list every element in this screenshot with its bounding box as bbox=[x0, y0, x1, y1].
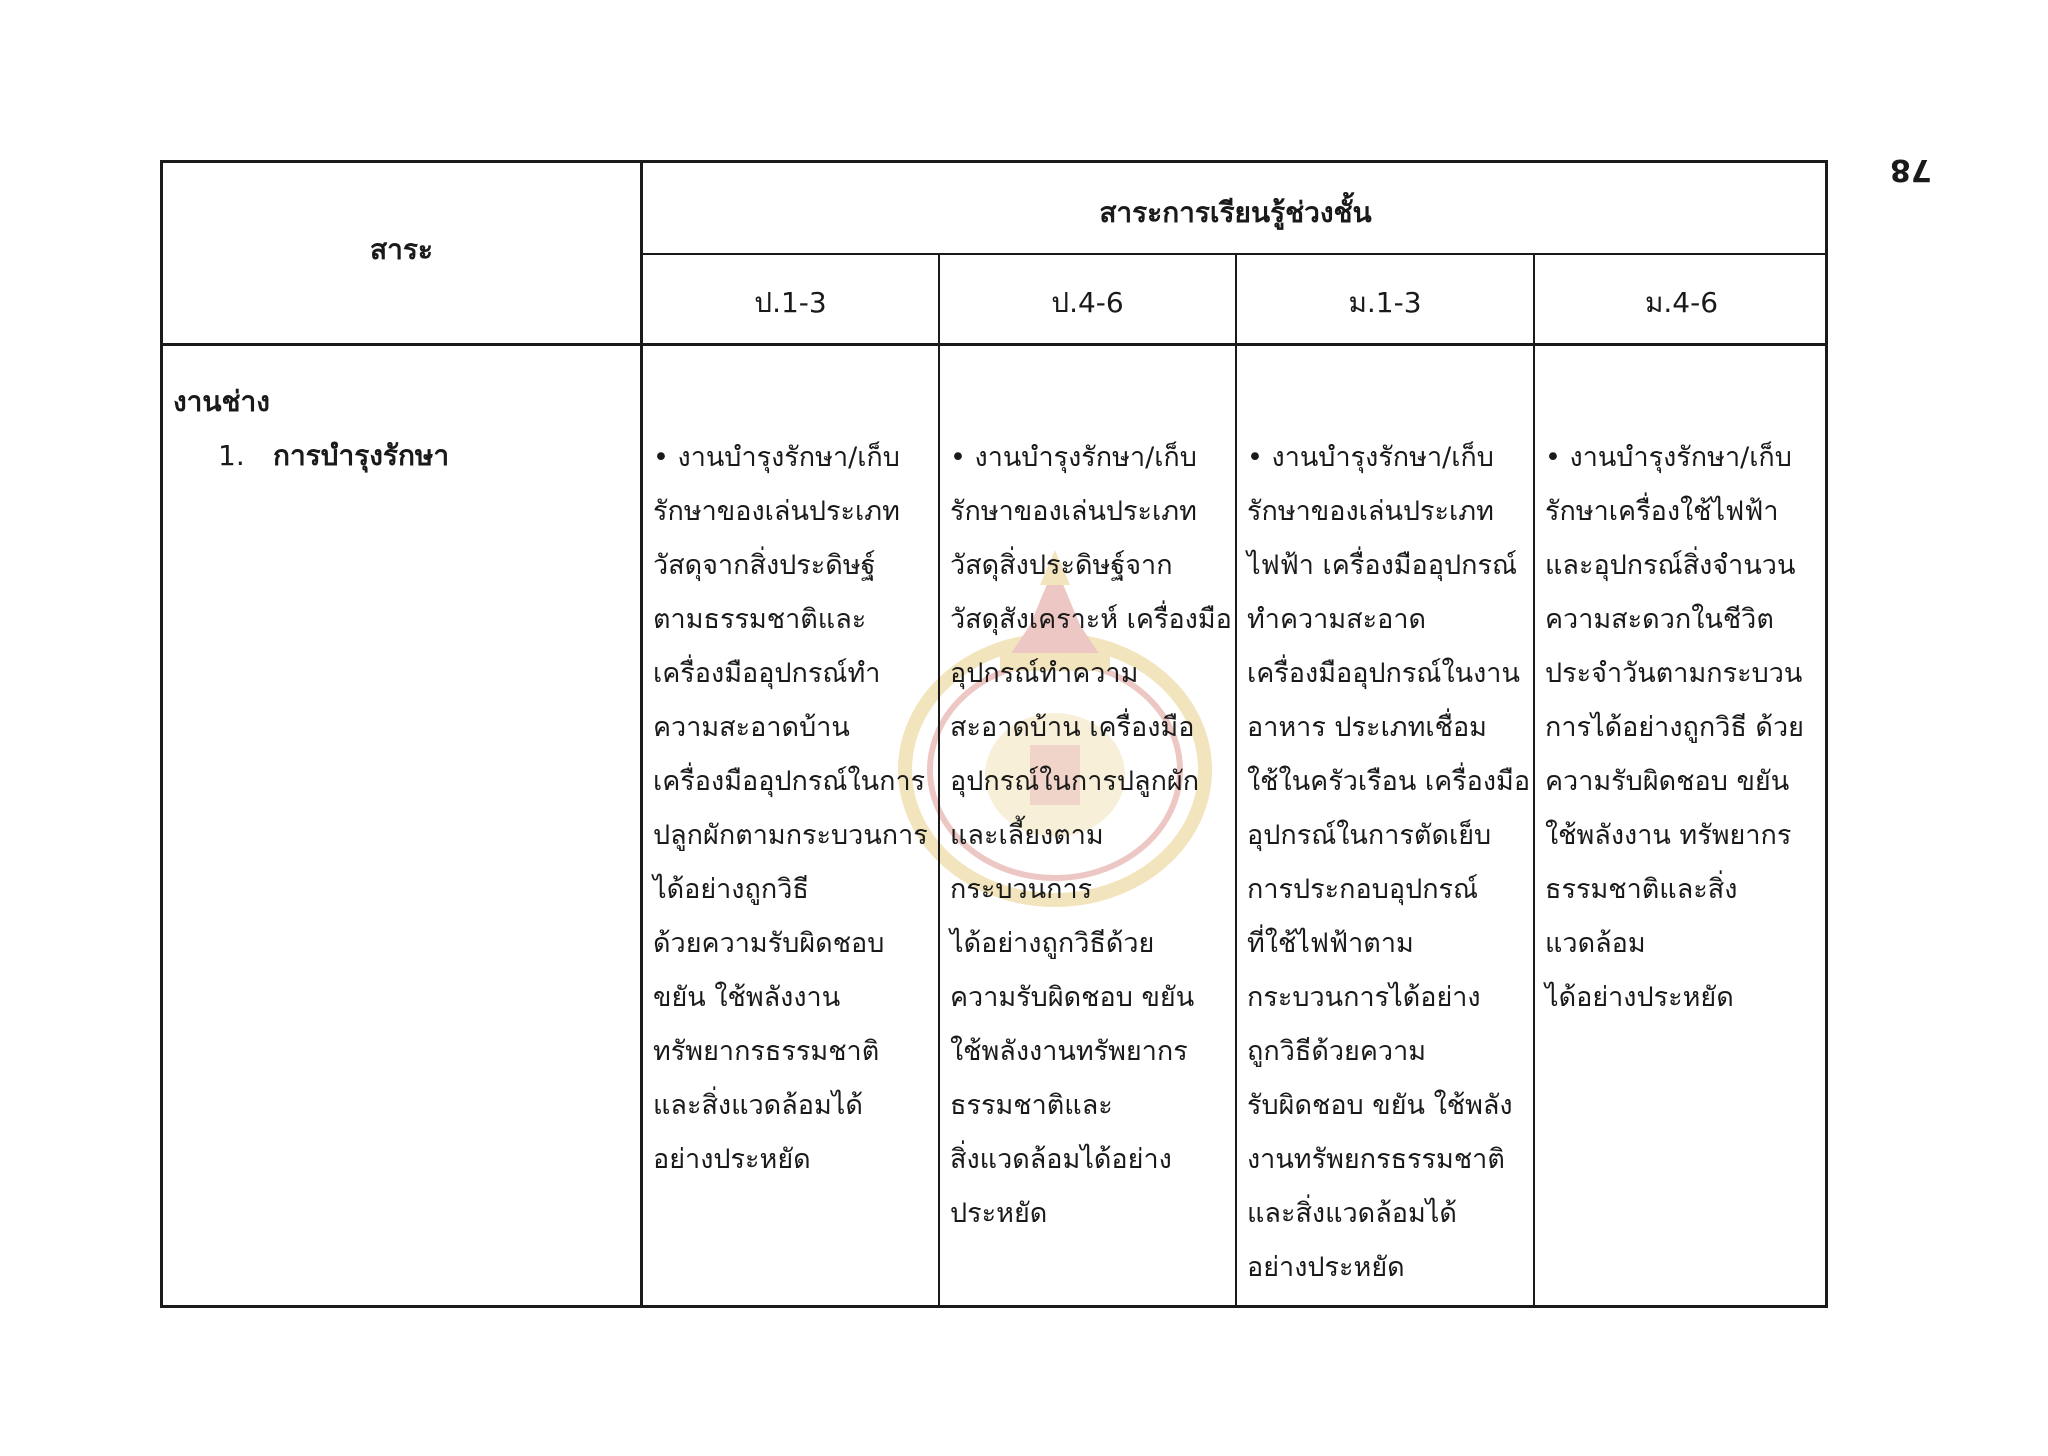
learning-header: สาระการเรียนรู้ช่วงชั้น bbox=[1099, 196, 1372, 229]
column-divider-3 bbox=[1533, 253, 1535, 1308]
grade-header-m4-6: ม.4-6 bbox=[1644, 286, 1719, 319]
content-p1-3: • งานบำรุงรักษา/เก็บ รักษาของเล่นประเภท วัสดุจากสิ่งประดิษฐ์ ตามธรรมชาติและ เครื่องมืออุปกรณ์ทำ ความสะอาดบ้าน เครื่องมืออุปกรณ์ในการ ปลูกผักตามกระบวนการ ได้อย่างถูกวิธี ด้วยความรับผิดชอบ ขยัน ใช้พลังงาน ทรัพยากรธรรมชาติ และสิ่งแวดล้อมได้ อย่างประหยัด bbox=[653, 442, 928, 1175]
grade-header-m1-3: ม.1-3 bbox=[1348, 286, 1422, 319]
item-title: การบำรุงรักษา bbox=[273, 439, 450, 472]
header-bottom-border bbox=[163, 343, 1828, 346]
column-divider-2 bbox=[1235, 253, 1237, 1308]
content-m4-6: • งานบำรุงรักษา/เก็บ รักษาเครื่องใช้ไฟฟ้า และอุปกรณ์สิ่งจำนวน ความสะดวกในชีวิต ประจำวันตามกระบวน การได้อย่างถูกวิธี ด้วย ความรับผิดชอบ ขยัน ใช้พลังงาน ทรัพยากร ธรรมชาติและสิ่งแวดล้อม ได้อย่างประหยัด bbox=[1545, 442, 1804, 1013]
grade-header-p1-3: ป.1-3 bbox=[754, 286, 827, 319]
curriculum-table bbox=[160, 160, 1828, 1308]
subject-column-border bbox=[640, 163, 643, 1308]
grade-header-p4-6: ป.4-6 bbox=[1051, 286, 1124, 319]
item-number: 1. bbox=[218, 439, 245, 472]
content-m1-3: • งานบำรุงรักษา/เก็บ รักษาของเล่นประเภท ไฟฟ้า เครื่องมืออุปกรณ์ ทำความสะอาด เครื่องมืออุปกรณ์ในงาน อาหาร ประเภทเชื่อม ใช้ในครัวเรือน เครื่องมือ อุปกรณ์ในการตัดเย็บ การประกอบอุปกรณ์ ที่ใช้ไฟฟ้าตาม กระบวนการได้อย่าง ถูกวิธีด้วยความ รับผิดชอบ ขยัน ใช้พลัง งานทรัพยกรธรรมชาติ และสิ่งแวดล้อมได้ อย่างประหยัด bbox=[1247, 442, 1531, 1283]
content-p4-6: • งานบำรุงรักษา/เก็บ รักษาของเล่นประเภท วัสดุสิ่งประดิษฐ์จาก วัสดุสังเคราะห์ เครื่องมือ อุปกรณ์ทำความ สะอาดบ้าน เครื่องมือ อุปกรณ์ในการปลูกผัก และเลี้ยงตามกระบวนการ ได้อย่างถูกวิธีด้วย ความรับผิดชอบ ขยัน ใช้พลังงานทรัพยากร ธรรมชาติและ สิ่งแวดล้อมได้อย่าง ประหยัด bbox=[950, 442, 1232, 1229]
page-number: 78 bbox=[1890, 152, 1932, 187]
section-title: งานช่าง bbox=[173, 385, 270, 418]
column-divider-1 bbox=[938, 253, 940, 1308]
subject-header: สาระ bbox=[370, 233, 433, 266]
